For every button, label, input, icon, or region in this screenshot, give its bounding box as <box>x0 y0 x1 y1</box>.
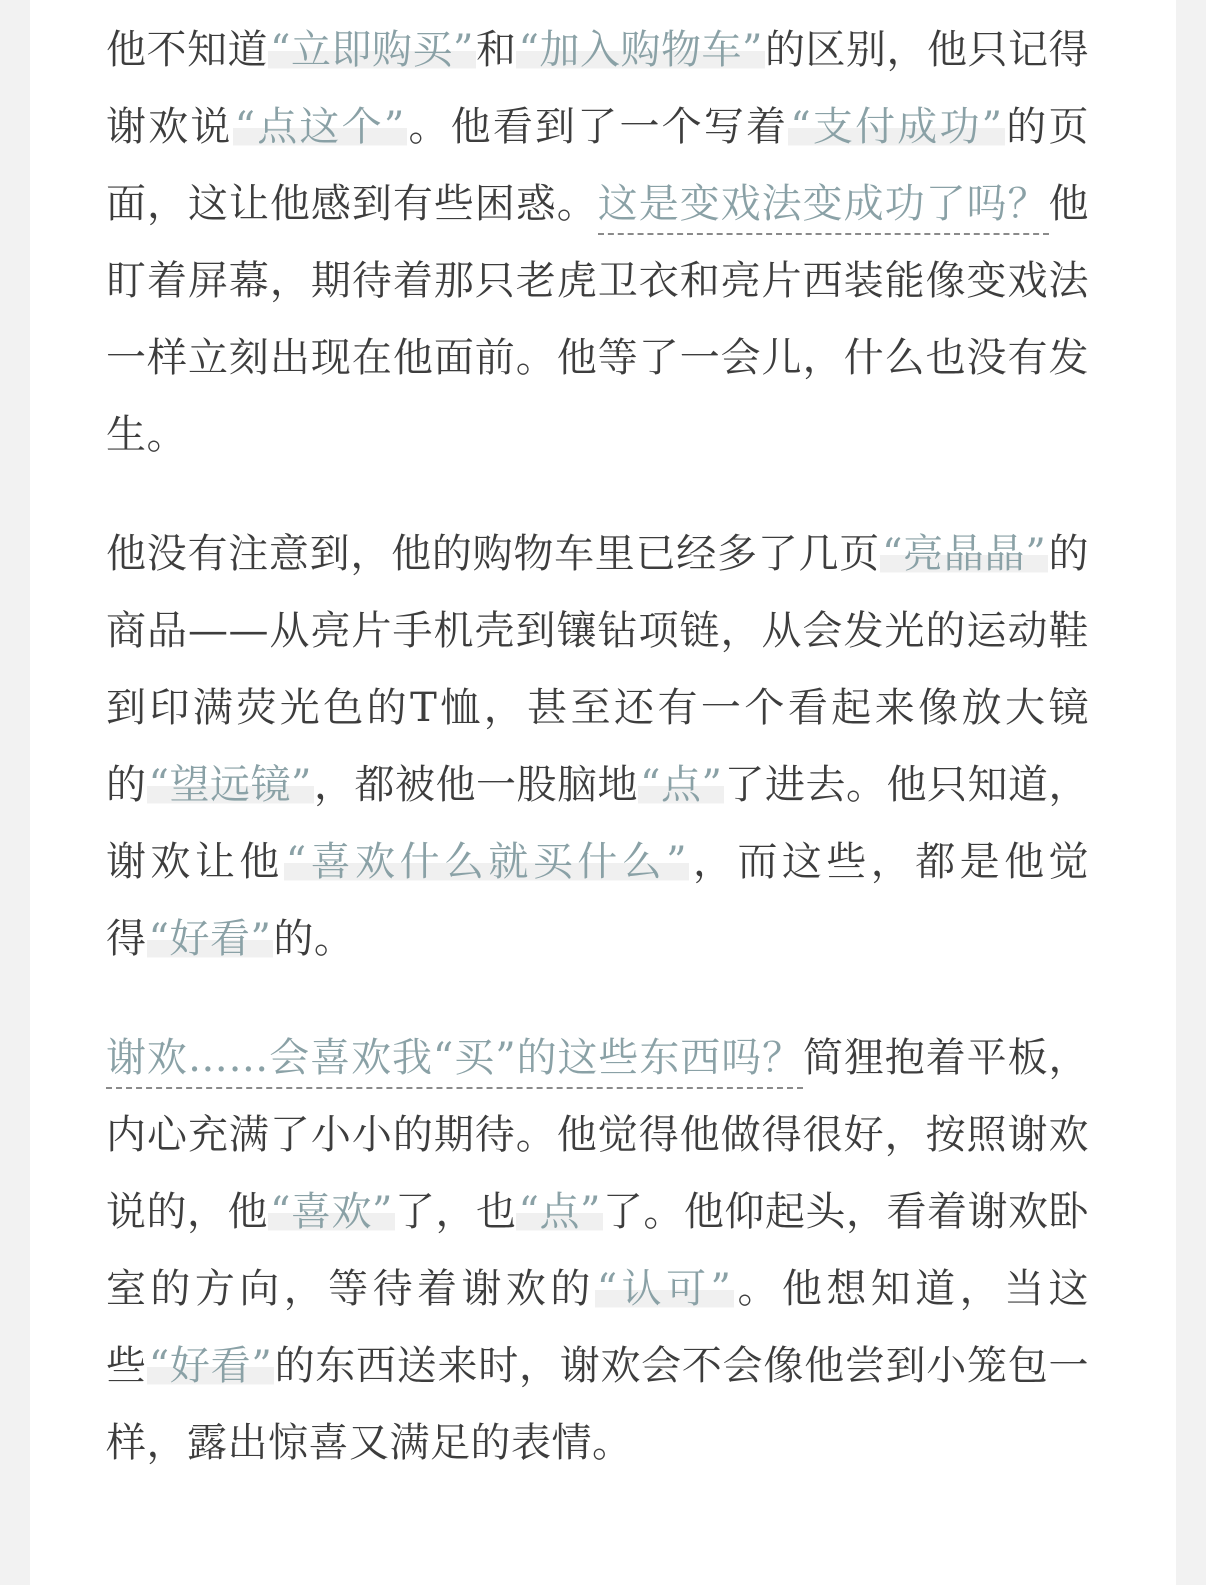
body-text: 和 <box>475 27 517 73</box>
body-text: 他盯着屏幕，期待着那只老虎卫衣和亮片西装能像变戏法一样立刻出现在他面前。他等了一会儿，什么也没有发生。 <box>106 181 1090 458</box>
inner-thought: 谢欢……会喜欢我“买”的这些东西吗？ <box>106 1035 803 1089</box>
quoted-highlight: “点” <box>640 762 723 808</box>
paragraph-3 <box>106 1020 1089 1482</box>
quoted-highlight: “认可” <box>596 1266 732 1312</box>
quoted-highlight: “喜欢” <box>270 1189 393 1235</box>
body-text: 的商品——从亮片手机壳到镶钻项链，从会发光的运动鞋到印满荧光色的T恤，甚至还有一个看起来像放大镜的 <box>106 531 1090 808</box>
body-text: 的区别，他只记得谢欢说 <box>106 27 1089 150</box>
article-body <box>106 12 1089 1524</box>
quoted-highlight: “点” <box>518 1189 601 1235</box>
body-text: 了。他仰起头，看着谢欢卧室的方向，等待着谢欢的 <box>106 1189 1089 1312</box>
body-text: 了进去。他只知道，谢欢让他 <box>106 762 1090 885</box>
body-text: 。他想知道，当这些 <box>106 1266 1090 1389</box>
body-text: 他没有注意到，他的购物车里已经多了几页 <box>106 531 880 577</box>
page <box>30 0 1176 1585</box>
quoted-highlight: “加入购物车” <box>518 27 763 73</box>
body-text: 简狸抱着平板，内心充满了小小的期待。他觉得他做得很好，按照谢欢说的，他 <box>106 1035 1090 1235</box>
body-text: 的东西送来时，谢欢会不会像他尝到小笼包一样，露出惊喜又满足的表情。 <box>106 1343 1090 1466</box>
body-text: ，都被他一股脑地 <box>313 762 639 808</box>
quoted-highlight: “点这个” <box>234 104 405 150</box>
quoted-highlight: “立即购买” <box>270 27 474 73</box>
paragraph-2 <box>106 516 1089 978</box>
quoted-highlight: “支付成功” <box>790 104 1003 150</box>
quoted-highlight: “好看” <box>148 916 272 962</box>
quoted-highlight: “望远镜” <box>148 762 312 808</box>
body-text: 他不知道 <box>106 27 269 73</box>
quoted-highlight: “亮晶晶” <box>881 531 1047 577</box>
body-text: 的。 <box>273 916 355 962</box>
body-text: 。他看到了一个写着 <box>406 104 789 150</box>
body-text: ，而这些，都是他觉得 <box>106 839 1090 962</box>
inner-thought: 这是变戏法变成功了吗？ <box>598 181 1049 235</box>
paragraph-1 <box>106 12 1089 474</box>
body-text: 了，也 <box>394 1189 517 1235</box>
quoted-highlight: “喜欢什么就买什么” <box>285 839 688 885</box>
body-text: 的页面，这让他感到有些困惑。 <box>106 104 1089 227</box>
quoted-highlight: “好看” <box>148 1343 273 1389</box>
